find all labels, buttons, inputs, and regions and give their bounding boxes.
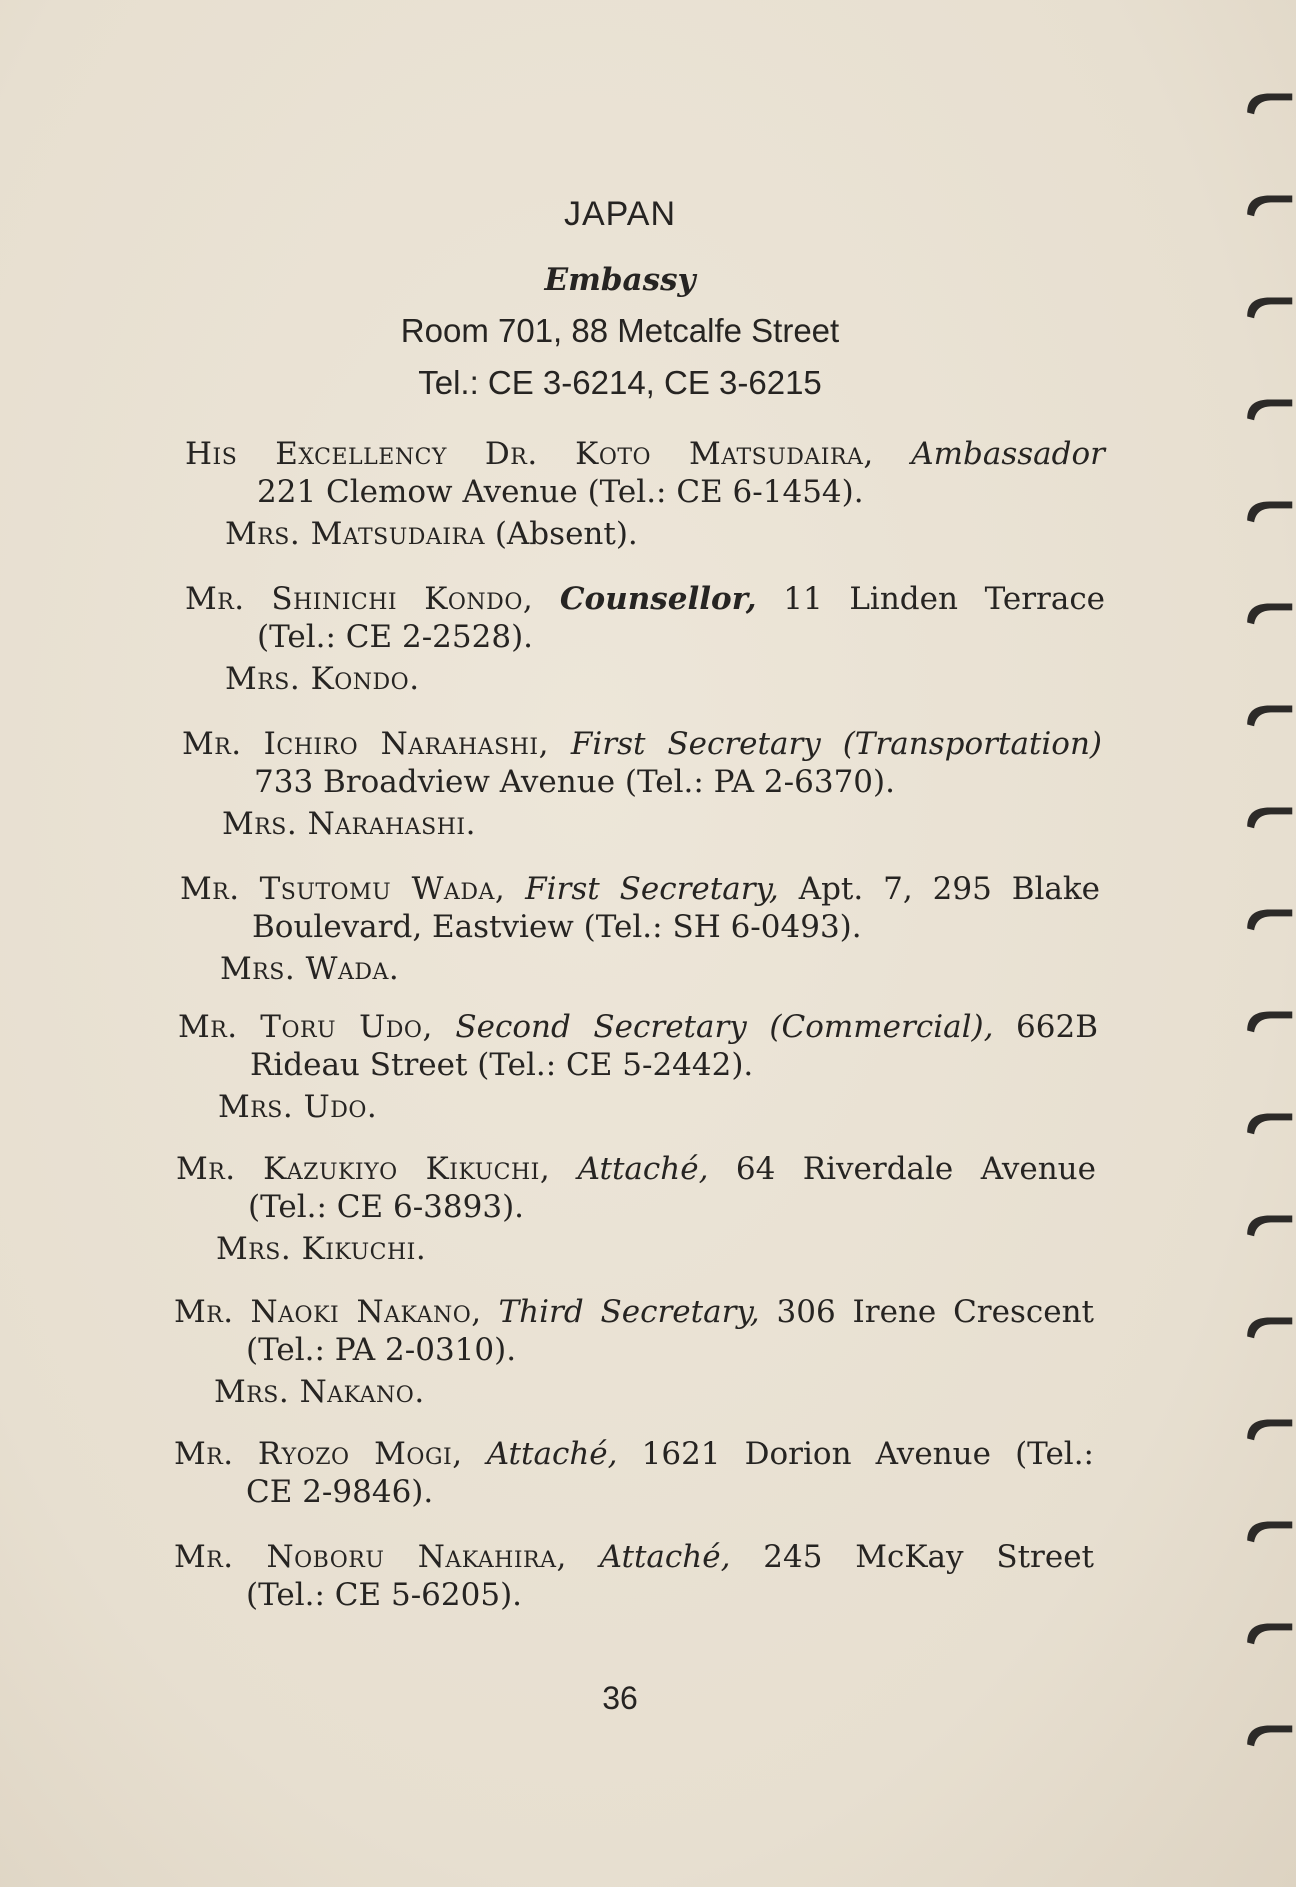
entry-title: Counsellor, bbox=[559, 581, 757, 617]
spiral-coil bbox=[1240, 1722, 1296, 1748]
spiral-coil bbox=[1240, 906, 1296, 932]
spiral-coil bbox=[1240, 1416, 1296, 1442]
spiral-coil bbox=[1240, 1110, 1296, 1136]
entry-second-line: 733 Broadview Avenue (Tel.: PA 2-6370). bbox=[254, 764, 895, 800]
page-number: 36 bbox=[602, 1680, 638, 1716]
entry-first-line bbox=[180, 870, 1100, 908]
staff-entry bbox=[174, 1538, 1094, 1614]
staff-entry bbox=[174, 1435, 1094, 1511]
spiral-coil bbox=[1240, 192, 1296, 218]
entry-honorific: Mr. bbox=[174, 1539, 234, 1575]
spouse-name: Mrs. Kikuchi. bbox=[216, 1231, 427, 1267]
entry-second-line: Boulevard, Eastview (Tel.: SH 6-0493). bbox=[252, 909, 862, 945]
entry-rest: 306 Irene Crescent bbox=[776, 1294, 1094, 1330]
entry-title: Attaché, bbox=[599, 1539, 731, 1575]
entry-name: Tsutomu Wada, bbox=[259, 871, 506, 907]
entry-title: Third Secretary, bbox=[498, 1294, 760, 1330]
entry-second-line: (Tel.: CE 2-2528). bbox=[257, 619, 534, 655]
spiral-binding bbox=[1226, 0, 1296, 1887]
country-heading: JAPAN bbox=[563, 195, 677, 233]
entry-first-line bbox=[185, 435, 1105, 473]
entry-second-line: (Tel.: CE 5-6205). bbox=[246, 1577, 523, 1613]
entry-honorific: Mr. bbox=[174, 1294, 234, 1330]
entry-title: First Secretary (Transportation) bbox=[570, 726, 1103, 762]
entry-spouse bbox=[178, 1088, 1098, 1126]
entry-honorific: Mr. bbox=[178, 1009, 238, 1045]
spouse-note: (Absent). bbox=[494, 516, 638, 552]
entry-first-line bbox=[178, 1008, 1098, 1046]
entry-name: Noboru Nakahira, bbox=[266, 1539, 567, 1575]
staff-entry bbox=[178, 1008, 1098, 1126]
embassy-subheading: Embassy bbox=[544, 262, 696, 298]
entry-second-line: 221 Clemow Avenue (Tel.: CE 6-1454). bbox=[257, 474, 864, 510]
spiral-coil bbox=[1240, 600, 1296, 626]
entry-honorific: Mr. bbox=[180, 871, 240, 907]
entry-first-line bbox=[174, 1538, 1094, 1576]
entry-honorific: Mr. bbox=[182, 726, 242, 762]
staff-entry bbox=[185, 435, 1105, 553]
entry-spouse bbox=[185, 515, 1105, 553]
entry-rest: 245 McKay Street bbox=[763, 1539, 1094, 1575]
spouse-name: Mrs. Narahashi. bbox=[222, 806, 476, 842]
entry-spouse bbox=[174, 1373, 1094, 1411]
entry-name: Ichiro Narahashi, bbox=[263, 726, 549, 762]
entry-honorific: Mr. bbox=[174, 1436, 234, 1472]
entry-first-line bbox=[174, 1293, 1094, 1331]
entry-name: Koto Matsudaira, bbox=[575, 436, 874, 472]
entry-first-line bbox=[182, 725, 1102, 763]
entry-title: Ambassador bbox=[911, 436, 1105, 472]
entry-first-line bbox=[176, 1150, 1096, 1188]
entry-title: Attaché, bbox=[486, 1436, 618, 1472]
spiral-coil bbox=[1240, 1620, 1296, 1646]
spiral-coil bbox=[1240, 1008, 1296, 1034]
staff-entry bbox=[174, 1293, 1094, 1411]
embassy-telephone: Tel.: CE 3-6214, CE 3-6215 bbox=[418, 364, 822, 401]
entry-spouse bbox=[185, 660, 1105, 698]
spiral-coil bbox=[1240, 1212, 1296, 1238]
entry-honorific: Mr. bbox=[185, 581, 245, 617]
spouse-name: Mrs. Nakano. bbox=[214, 1374, 425, 1410]
entry-rest: Apt. 7, 295 Blake bbox=[798, 871, 1101, 907]
spiral-coil bbox=[1240, 1518, 1296, 1544]
spouse-name: Mrs. Udo. bbox=[218, 1089, 378, 1125]
staff-entry bbox=[180, 870, 1100, 988]
entry-second-line: Rideau Street (Tel.: CE 5-2442). bbox=[250, 1047, 754, 1083]
entry-spouse bbox=[180, 950, 1100, 988]
embassy-address: Room 701, 88 Metcalfe Street bbox=[400, 312, 840, 349]
staff-entry bbox=[176, 1150, 1096, 1268]
entry-name: Kazukiyo Kikuchi, bbox=[263, 1151, 551, 1187]
entry-title: Second Secretary (Commercial), bbox=[455, 1009, 994, 1045]
spiral-coil bbox=[1240, 396, 1296, 422]
staff-entry bbox=[185, 580, 1105, 698]
entry-first-line bbox=[174, 1435, 1094, 1473]
entry-honorific: Mr. bbox=[176, 1151, 236, 1187]
entry-title: First Secretary, bbox=[525, 871, 779, 907]
spiral-coil bbox=[1240, 702, 1296, 728]
entry-rest: 64 Riverdale Avenue bbox=[735, 1151, 1096, 1187]
entry-rest: 11 Linden Terrace bbox=[783, 581, 1106, 617]
staff-entry bbox=[182, 725, 1102, 843]
spiral-coil bbox=[1240, 498, 1296, 524]
entry-second-line: (Tel.: CE 6-3893). bbox=[248, 1189, 525, 1225]
entry-honorific: His Excellency Dr. bbox=[185, 436, 538, 472]
spouse-name: Mrs. Matsudaira bbox=[225, 516, 485, 552]
entry-name: Toru Udo, bbox=[260, 1009, 433, 1045]
entry-rest: 1621 Dorion Avenue (Tel.: bbox=[641, 1436, 1095, 1472]
entry-title: Attaché, bbox=[577, 1151, 709, 1187]
spiral-coil bbox=[1240, 90, 1296, 116]
entry-name: Ryozo Mogi, bbox=[257, 1436, 463, 1472]
entry-first-line bbox=[185, 580, 1105, 618]
spiral-coil bbox=[1240, 1314, 1296, 1340]
spouse-name: Mrs. Wada. bbox=[220, 951, 400, 987]
spiral-coil bbox=[1240, 804, 1296, 830]
entry-name: Shinichi Kondo, bbox=[271, 581, 534, 617]
entry-spouse bbox=[176, 1230, 1096, 1268]
spouse-name: Mrs. Kondo. bbox=[225, 661, 420, 697]
entry-second-line: CE 2-9846). bbox=[246, 1474, 434, 1510]
entry-name: Naoki Nakano, bbox=[250, 1294, 482, 1330]
spiral-coil bbox=[1240, 294, 1296, 320]
entry-spouse bbox=[182, 805, 1102, 843]
entry-rest: 662B bbox=[1016, 1009, 1098, 1045]
entry-second-line: (Tel.: PA 2-0310). bbox=[246, 1332, 517, 1368]
